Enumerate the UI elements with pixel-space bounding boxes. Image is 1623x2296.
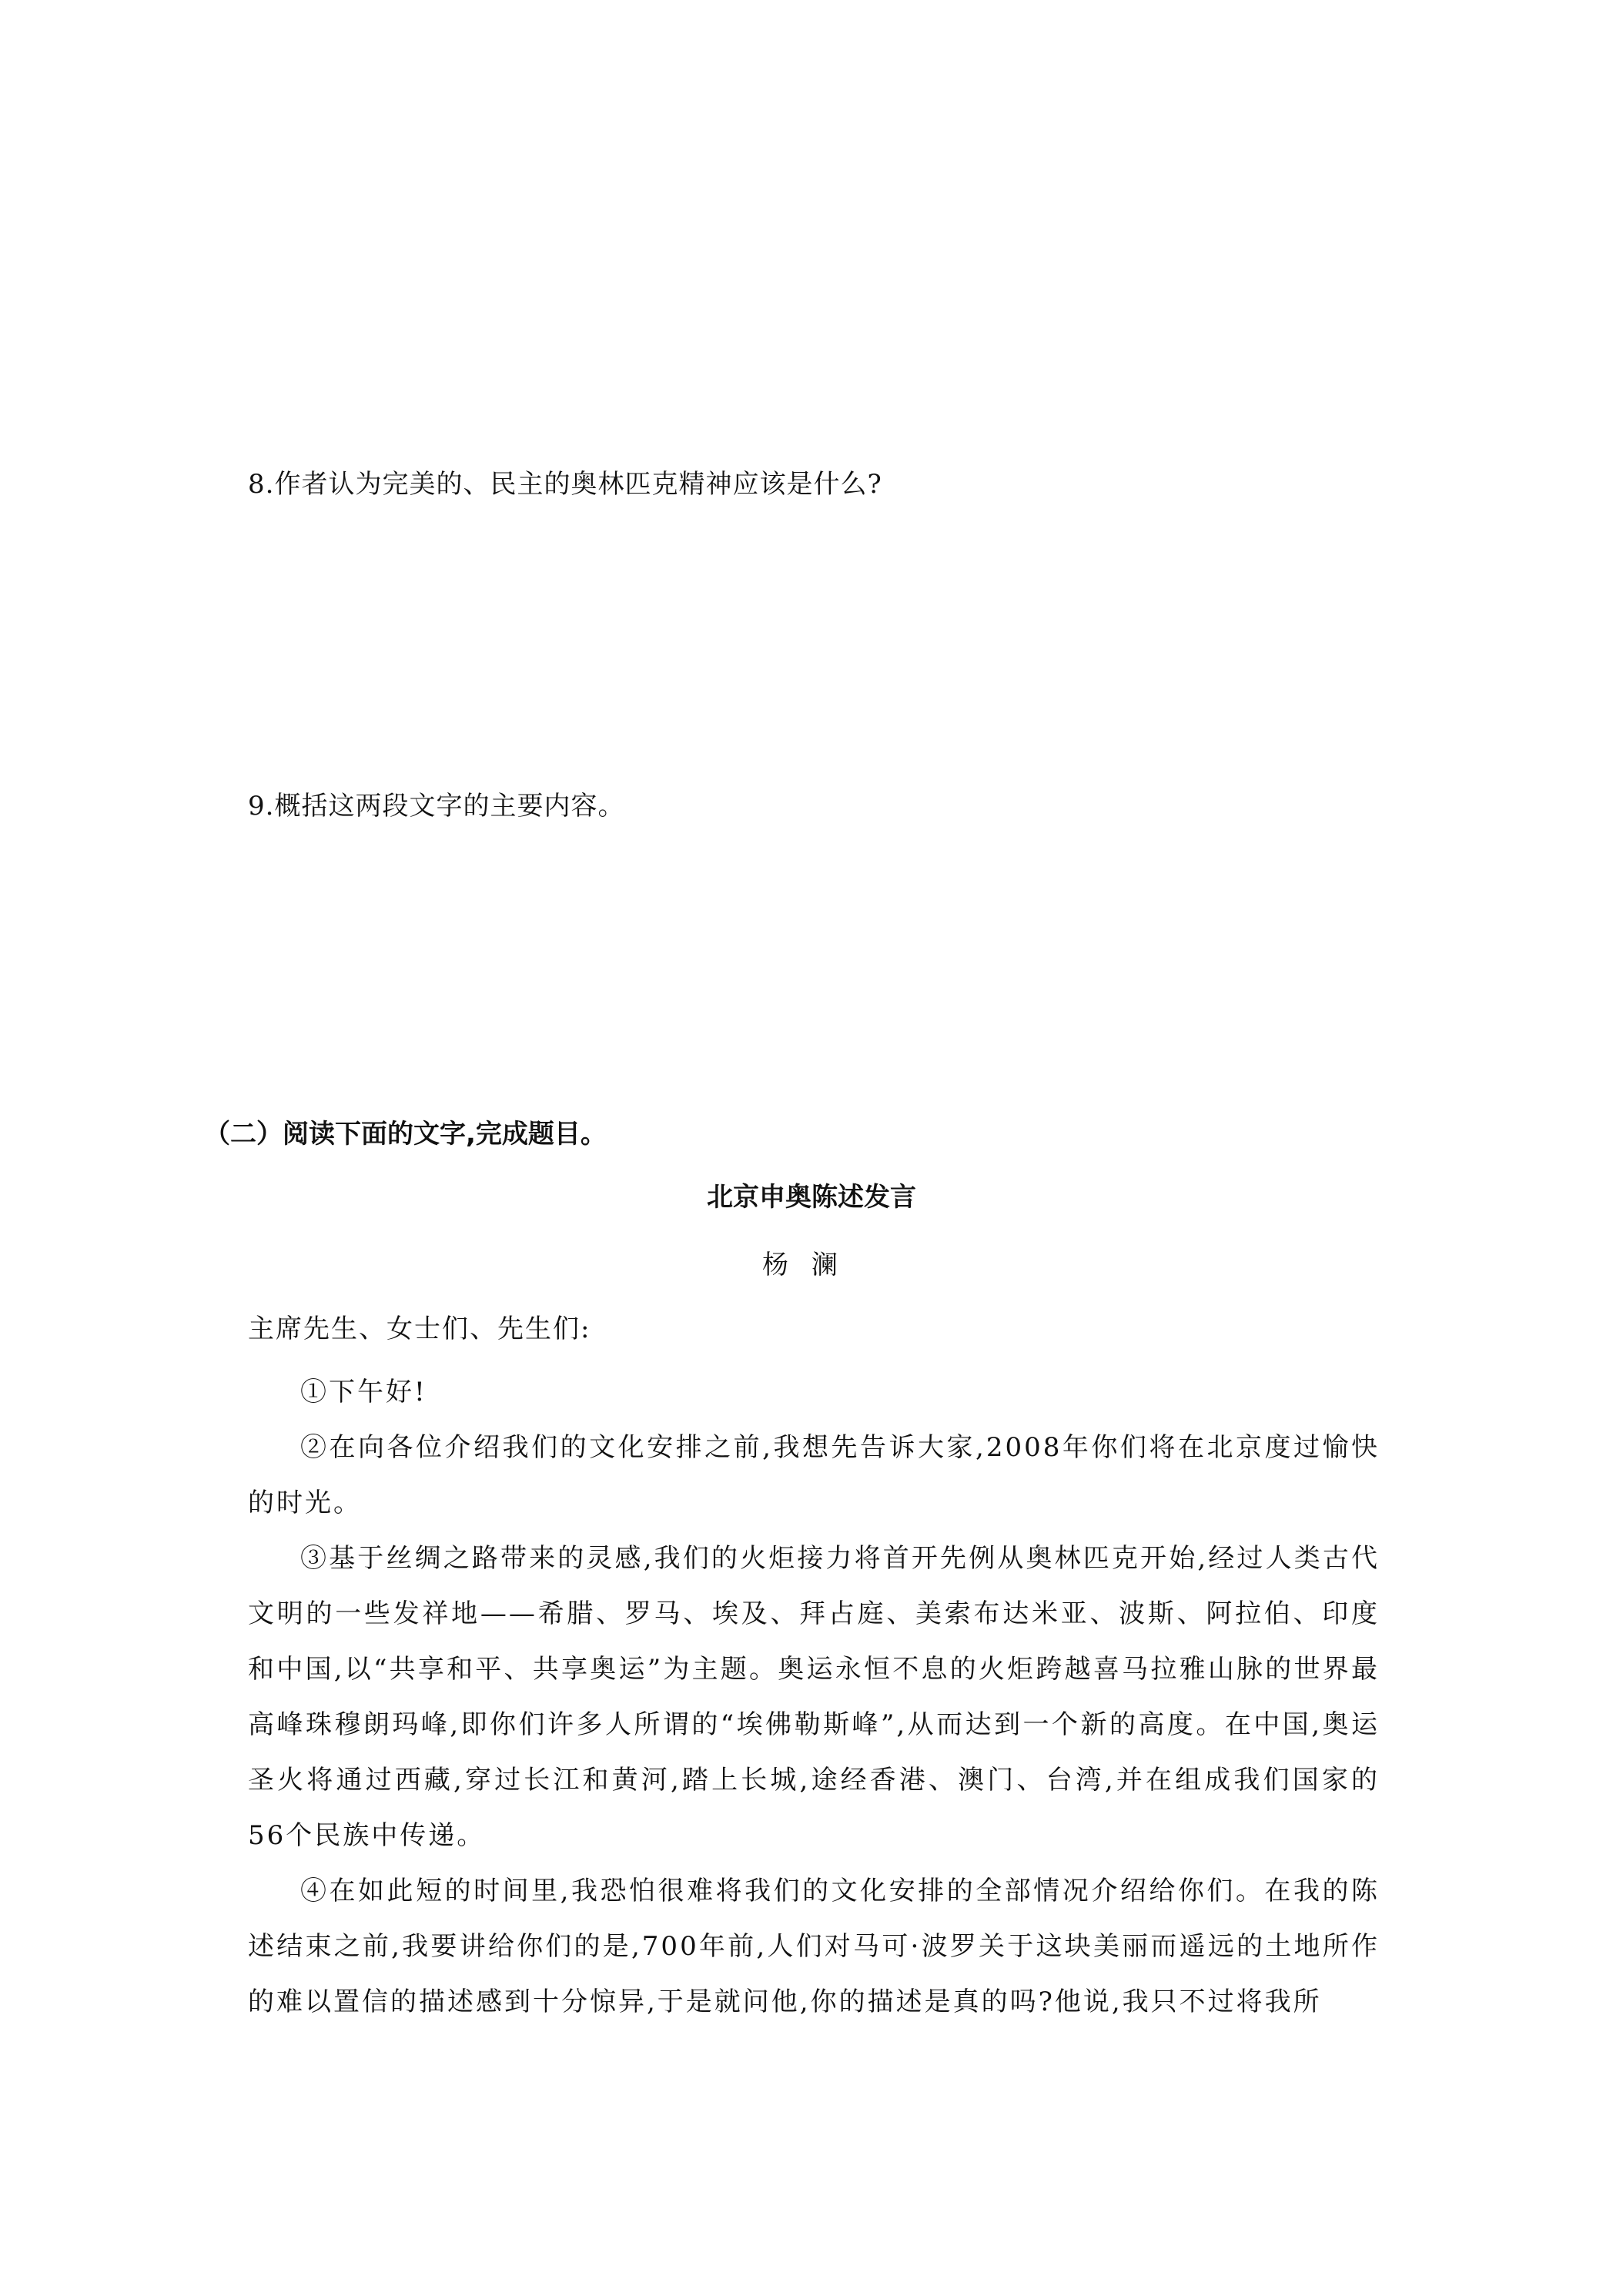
paragraph-1: ①下午好! [300,1377,427,1407]
paragraph-3: ③基于丝绸之路带来的灵感,我们的火炬接力将首开先例从奥林匹克开始,经过人类古代文明的一些发祥地——希腊、罗马、埃及、拜占庭、美索布达米亚、波斯、阿拉伯、印度和中国,以“共享和平、共享奥运”为主题。奥运永恒不息的火炬跨越喜马拉雅山脉的世界最高峰珠穆朗玛峰,即你们许多人所谓的“埃佛勒斯峰”,从而达到一个新的高度。在中国,奥运圣火将通过西藏,穿过长江和黄河,踏上长城,途经香港、澳门、台湾,并在组成我们国家的56个民族中传递。 [248,1543,1380,1851]
question-9: 9.概括这两段文字的主要内容。 [248,791,625,822]
question-8: 8.作者认为完美的、民主的奥林匹克精神应该是什么? [248,469,882,500]
section-heading: （二）阅读下面的文字,完成题目。 [204,1119,607,1150]
paragraph-2: ②在向各位介绍我们的文化安排之前,我想先告诉大家,2008年你们将在北京度过愉快的时光。 [248,1432,1380,1518]
article-title: 北京申奥陈述发言 [707,1182,916,1213]
salutation: 主席先生、女士们、先生们: [248,1314,591,1344]
article-body [248,1364,1380,2030]
paragraph-4: ④在如此短的时间里,我恐怕很难将我们的文化安排的全部情况介绍给你们。在我的陈述结束之前,我要讲给你们的是,700年前,人们对马可·波罗关于这块美丽而遥远的土地所作的难以置信的描述感到十分惊异,于是就问他,你的描述是真的吗?他说,我只不过将我所 [248,1876,1380,2017]
article-author: 杨澜 [762,1250,861,1280]
